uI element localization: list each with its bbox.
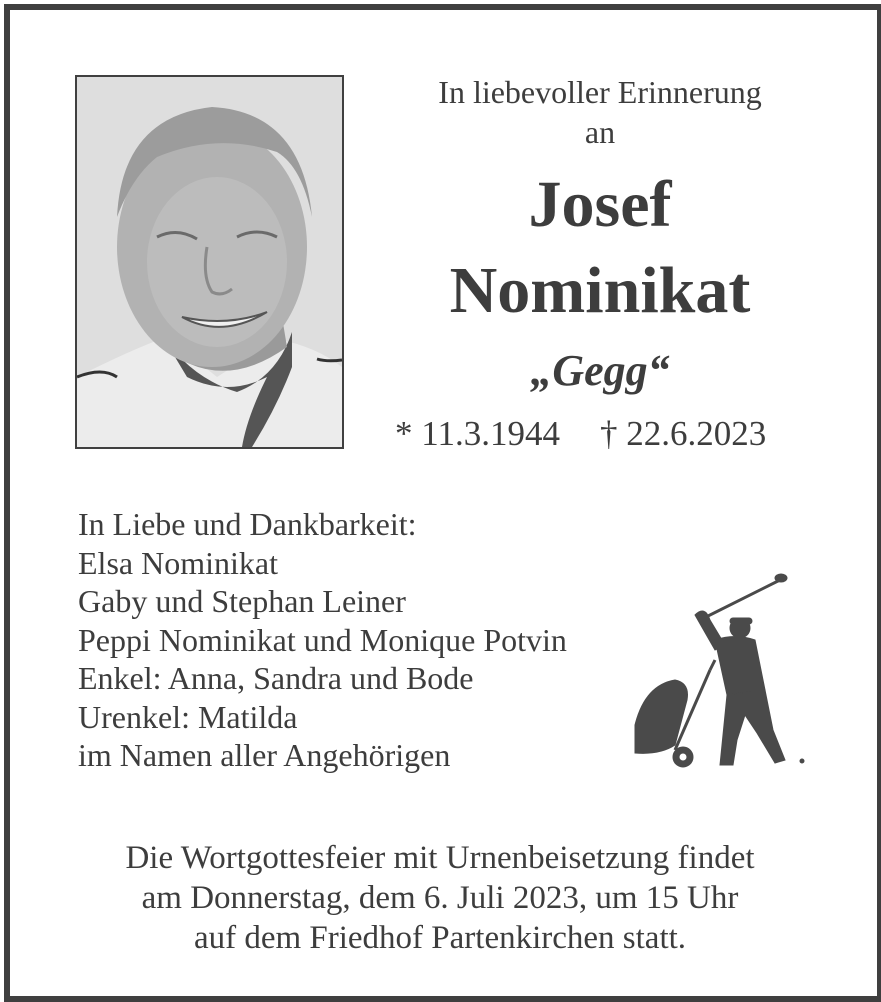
portrait-photo (75, 75, 344, 449)
deceased-first-name: Josef (528, 168, 672, 241)
family-line: Peppi Nominikat und Monique Potvin (78, 621, 567, 658)
golfer-icon (615, 565, 815, 775)
life-dates (395, 412, 766, 456)
death-date: † 22.6.2023 (599, 414, 767, 453)
family-line: Urenkel: Matilda (78, 698, 298, 735)
service-announcement (50, 838, 830, 958)
family-line: Gaby und Stephan Leiner (78, 583, 406, 619)
deceased-nickname: „Gegg“ (530, 346, 670, 395)
intro-an: an (584, 114, 616, 150)
service-line: auf dem Friedhof Partenkirchen statt. (193, 920, 687, 956)
birth-date: * 11.3.1944 (395, 414, 560, 453)
family-list (78, 505, 567, 775)
deceased-last-name: Nominikat (449, 254, 751, 327)
service-line: am Donnerstag, dem 6. Juli 2023, um 15 Uhr (141, 880, 739, 916)
service-line: Die Wortgottesfeier mit Urnenbeisetzung findet (125, 840, 755, 876)
portrait-image (77, 77, 342, 447)
intro-line: In liebevoller Erinnerung (438, 74, 762, 110)
family-line: im Namen aller Angehörigen (78, 737, 451, 773)
family-line: In Liebe und Dankbarkeit: (78, 506, 417, 542)
family-line: Enkel: Anna, Sandra und Bode (78, 660, 474, 696)
family-line: Elsa Nominikat (78, 544, 278, 581)
